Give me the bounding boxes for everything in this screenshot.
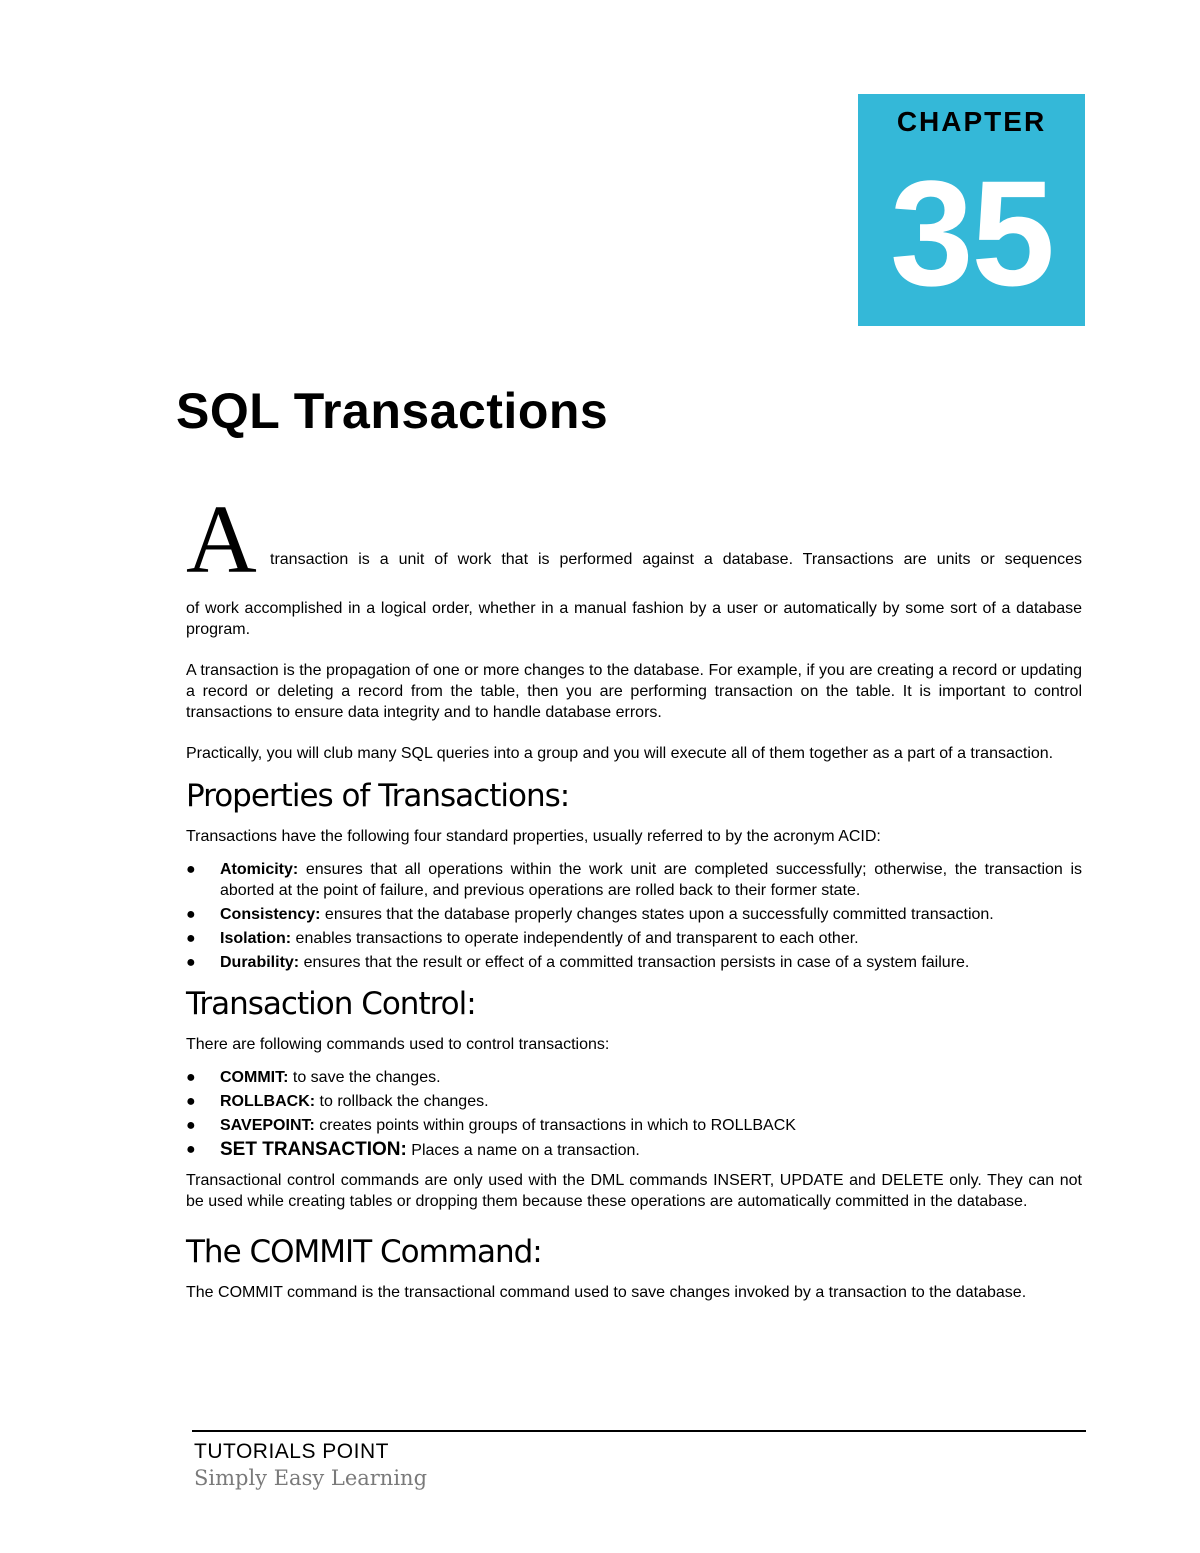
list-item: ● ROLLBACK: to rollback the changes. bbox=[186, 1093, 489, 1110]
acid-list bbox=[186, 859, 1082, 973]
heading-commit-command: The COMMIT Command: bbox=[186, 1234, 542, 1270]
control-commands-list bbox=[186, 1067, 1082, 1161]
list-item: ● Durability: ensures that the result or effect of a committed transaction persists in case of a system failure. bbox=[186, 954, 970, 971]
list-item: ● Consistency: ensures that the database properly changes states upon a successfully committed transaction. bbox=[186, 906, 994, 923]
footer-divider bbox=[192, 1430, 1086, 1432]
intro-continuation: of work accomplished in a logical order, whether in a manual fashion by a user or automatically by some sort of a database program. bbox=[186, 600, 1082, 638]
heading-transaction-control: Transaction Control: bbox=[186, 986, 476, 1022]
heading-properties: Properties of Transactions: bbox=[186, 778, 570, 814]
bullet-icon: ● bbox=[186, 861, 196, 878]
paragraph-practically: Practically, you will club many SQL queries into a group and you will execute all of them together as a part of a transaction. bbox=[186, 745, 1054, 762]
properties-intro: Transactions have the following four standard properties, usually referred to by the acronym ACID: bbox=[186, 828, 881, 845]
footer-tagline: Simply Easy Learning bbox=[194, 1466, 428, 1490]
page-title: SQL Transactions bbox=[176, 383, 609, 439]
chapter-badge bbox=[858, 94, 1085, 326]
intro-first-line: transaction is a unit of work that is performed against a database. Transactions are units or sequences bbox=[270, 551, 1082, 568]
control-intro: There are following commands used to control transactions: bbox=[186, 1036, 610, 1053]
footer-brand: TUTORIALS POINT bbox=[194, 1440, 389, 1463]
bullet-icon: ● bbox=[186, 906, 196, 923]
main-content bbox=[186, 486, 1082, 1303]
bullet-icon: ● bbox=[186, 930, 196, 947]
bullet-icon: ● bbox=[186, 1069, 196, 1086]
list-item: ● Atomicity: ensures that all operations within the work unit are completed successfully; otherwise, the transaction is aborted at the point of failure, and previous operations are rolled back to their former state. bbox=[186, 861, 1082, 899]
bullet-icon: ● bbox=[186, 1117, 196, 1134]
chapter-label: CHAPTER bbox=[896, 106, 1047, 137]
drop-cap: A bbox=[186, 486, 257, 594]
control-note: Transactional control commands are only used with the DML commands INSERT, UPDATE and DELETE only. They can not be used while creating tables or dropping them because these operations are automatically committed in the database. bbox=[186, 1172, 1082, 1210]
bullet-icon: ● bbox=[186, 954, 196, 971]
list-item: ● SET TRANSACTION: Places a name on a transaction. bbox=[186, 1139, 640, 1160]
intro-paragraph bbox=[186, 486, 1082, 594]
paragraph-propagation: A transaction is the propagation of one or more changes to the database. For example, if you are creating a record or updating a record or deleting a record from the table, then you are performing transaction on the table. It is important to control transactions to ensure data integrity and to handle database errors. bbox=[186, 662, 1082, 721]
list-item: ● COMMIT: to save the changes. bbox=[186, 1069, 441, 1086]
commit-description: The COMMIT command is the transactional command used to save changes invoked by a transaction to the database. bbox=[186, 1284, 1027, 1301]
bullet-icon: ● bbox=[186, 1093, 196, 1110]
list-item: ● SAVEPOINT: creates points within groups of transactions in which to ROLLBACK bbox=[186, 1117, 796, 1134]
bullet-icon: ● bbox=[186, 1141, 196, 1158]
list-item: ● Isolation: enables transactions to operate independently of and transparent to each other. bbox=[186, 930, 859, 947]
chapter-number: 35 bbox=[890, 149, 1053, 317]
